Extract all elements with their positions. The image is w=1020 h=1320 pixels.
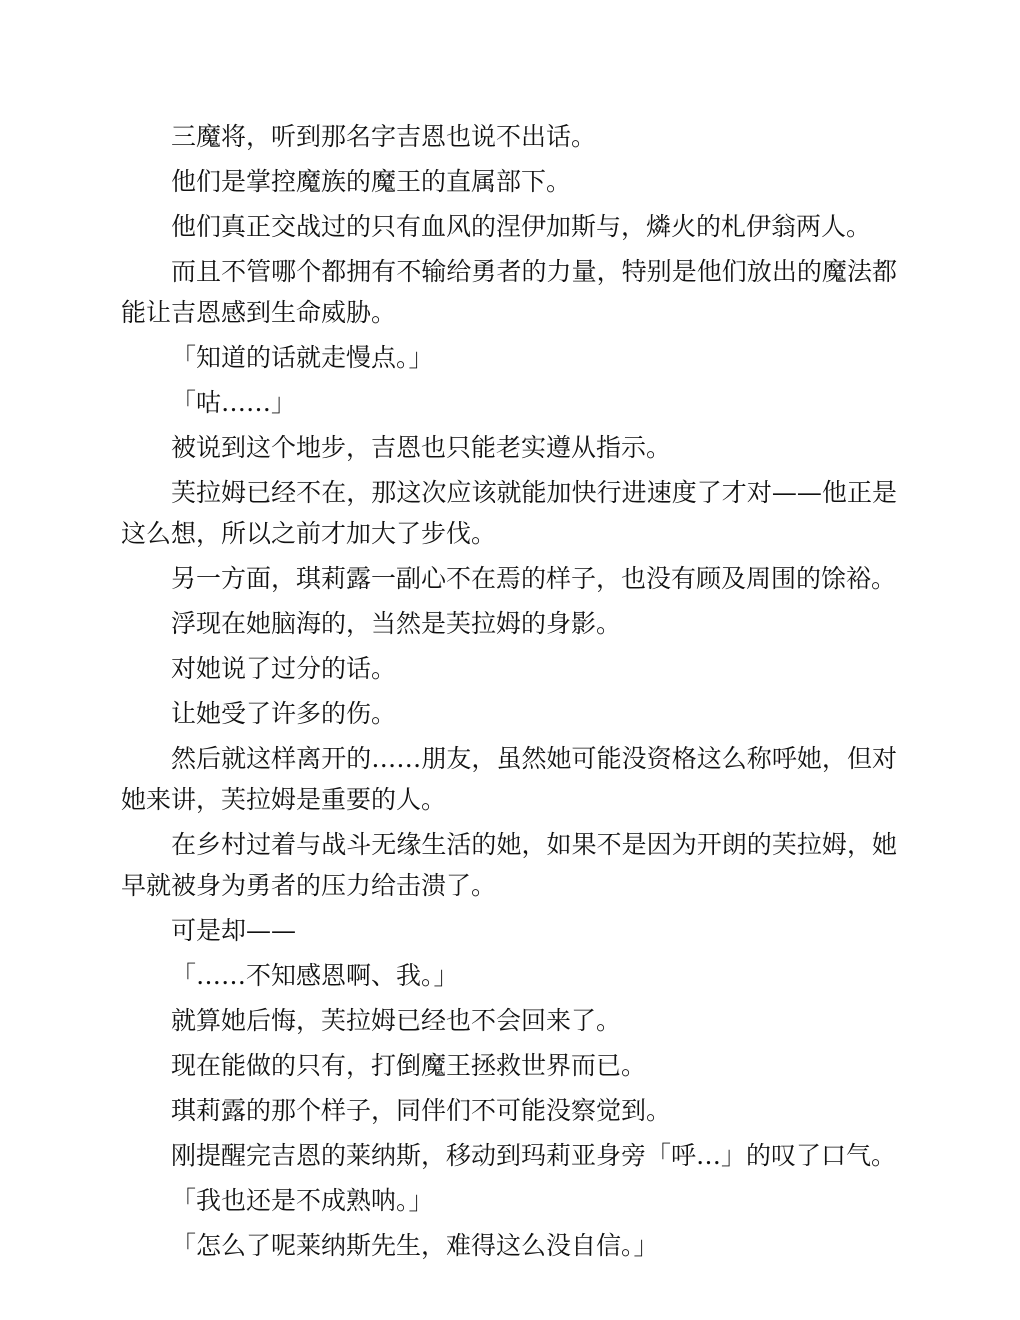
paragraph: 「知道的话就走慢点。」 <box>171 343 434 372</box>
paragraph: 让她受了许多的伤。 <box>171 699 397 728</box>
paragraph: 另一方面，琪莉露一副心不在焉的样子，也没有顾及周围的馀裕。 <box>171 564 897 593</box>
paragraph: 琪莉露的那个样子，同伴们不可能没察觉到。 <box>171 1096 672 1125</box>
paragraph: 「怎么了呢莱纳斯先生，难得这么没自信。」 <box>171 1231 659 1260</box>
paragraph: 他们真正交战过的只有血风的涅伊加斯与，燐火的札伊翁两人。 <box>171 212 872 241</box>
paragraph: 「……不知感恩啊、我。」 <box>171 961 459 990</box>
paragraph: 可是却—— <box>171 916 297 945</box>
paragraph: 被说到这个地步，吉恩也只能老实遵从指示。 <box>171 433 672 462</box>
paragraph: 现在能做的只有，打倒魔王拯救世界而已。 <box>171 1051 647 1080</box>
paragraph: 就算她后悔，芙拉姆已经也不会回来了。 <box>171 1006 622 1035</box>
paragraph: 而且不管哪个都拥有不输给勇者的力量，特别是他们放出的魔法都能让吉恩感到生命威胁。 <box>121 257 897 327</box>
paragraph: 浮现在她脑海的，当然是芙拉姆的身影。 <box>171 609 622 638</box>
paragraph: 他们是掌控魔族的魔王的直属部下。 <box>171 167 572 196</box>
paragraph: 「我也还是不成熟呐。」 <box>171 1186 434 1215</box>
paragraph: 对她说了过分的话。 <box>171 654 397 683</box>
paragraph: 三魔将，听到那名字吉恩也说不出话。 <box>171 122 597 151</box>
paragraph: 刚提醒完吉恩的莱纳斯，移动到玛莉亚身旁「呼…」的叹了口气。 <box>171 1141 897 1170</box>
paragraph: 芙拉姆已经不在，那这次应该就能加快行进速度了才对——他正是这么想，所以之前才加大了步伐。 <box>121 478 897 548</box>
body-text <box>121 116 897 1270</box>
paragraph: 「咕……」 <box>171 388 297 417</box>
paragraph: 然后就这样离开的……朋友，虽然她可能没资格这么称呼她，但对她来讲，芙拉姆是重要的人。 <box>121 744 897 814</box>
paragraph: 在乡村过着与战斗无缘生活的她，如果不是因为开朗的芙拉姆，她早就被身为勇者的压力给击溃了。 <box>121 830 897 900</box>
